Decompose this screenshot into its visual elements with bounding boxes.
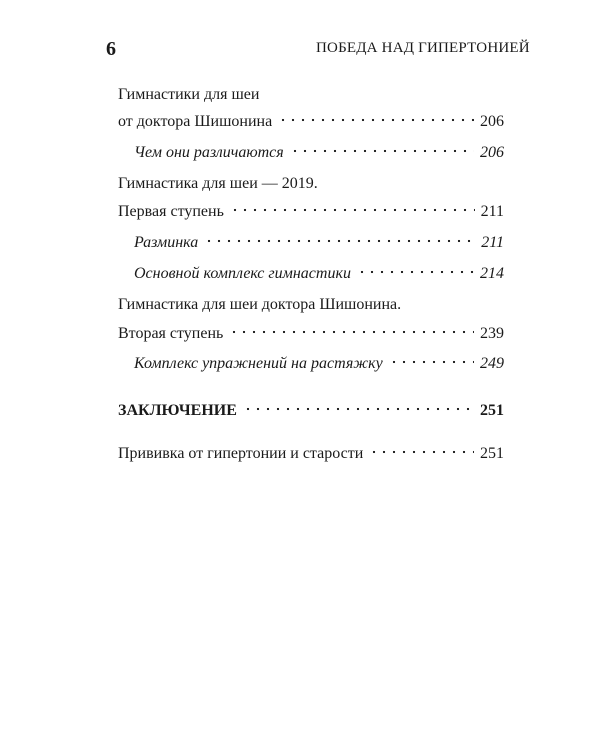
toc-entry-label: Первая ступень: [118, 203, 224, 220]
dot-leader: [357, 270, 474, 274]
toc-entry-line: Гимнастика для шеи — 2019.: [118, 175, 318, 192]
toc-entry-label: Комплекс упражнений на растяжку: [134, 355, 383, 372]
toc-entry-page: 211: [480, 203, 504, 220]
toc-subentry: [134, 264, 504, 284]
toc-entry-label: Вторая ступень: [118, 325, 224, 342]
dot-leader: [290, 149, 474, 153]
toc-entry-label: от доктора Шишонина: [118, 113, 273, 130]
toc-entry-page: 214: [480, 265, 504, 282]
toc-entry-page: 251: [480, 402, 504, 419]
toc-entry: [118, 112, 504, 132]
dot-leader: [389, 360, 474, 364]
toc-section-heading: [118, 401, 504, 421]
running-title: ПОБЕДА НАД ГИПЕРТОНИЕЙ: [316, 40, 530, 56]
toc-entry: [118, 202, 504, 222]
toc-subentry: [134, 233, 504, 253]
toc-entry-label: ЗАКЛЮЧЕНИЕ: [118, 402, 237, 419]
dot-leader: [230, 208, 475, 212]
page-number: 6: [106, 38, 116, 60]
dot-leader: [243, 407, 474, 411]
dot-leader: [204, 239, 475, 243]
toc-entry: [118, 324, 504, 344]
toc-subentry: [134, 143, 504, 163]
toc-entry-label: Чем они различаются: [134, 144, 284, 161]
toc-entry-page: 251: [480, 445, 504, 462]
toc-entry-page: 249: [480, 355, 504, 372]
dot-leader: [369, 450, 474, 454]
toc-entry-page: 239: [480, 325, 504, 342]
toc-entry-page: 206: [480, 113, 504, 130]
toc-subentry: [134, 354, 504, 374]
toc-entry-page: 211: [481, 234, 504, 251]
toc-entry: [118, 444, 504, 464]
toc-entry-line: Гимнастики для шеи: [118, 86, 260, 103]
toc-entry-page: 206: [480, 144, 504, 161]
dot-leader: [278, 118, 474, 122]
toc-entry-label: Разминка: [134, 234, 199, 251]
toc-entry-line: Гимнастика для шеи доктора Шишонина.: [118, 296, 402, 313]
toc-entry-label: Прививка от гипертонии и старости: [118, 445, 364, 462]
dot-leader: [229, 330, 474, 334]
toc-entry-label: Основной комплекс гимнастики: [134, 265, 351, 282]
